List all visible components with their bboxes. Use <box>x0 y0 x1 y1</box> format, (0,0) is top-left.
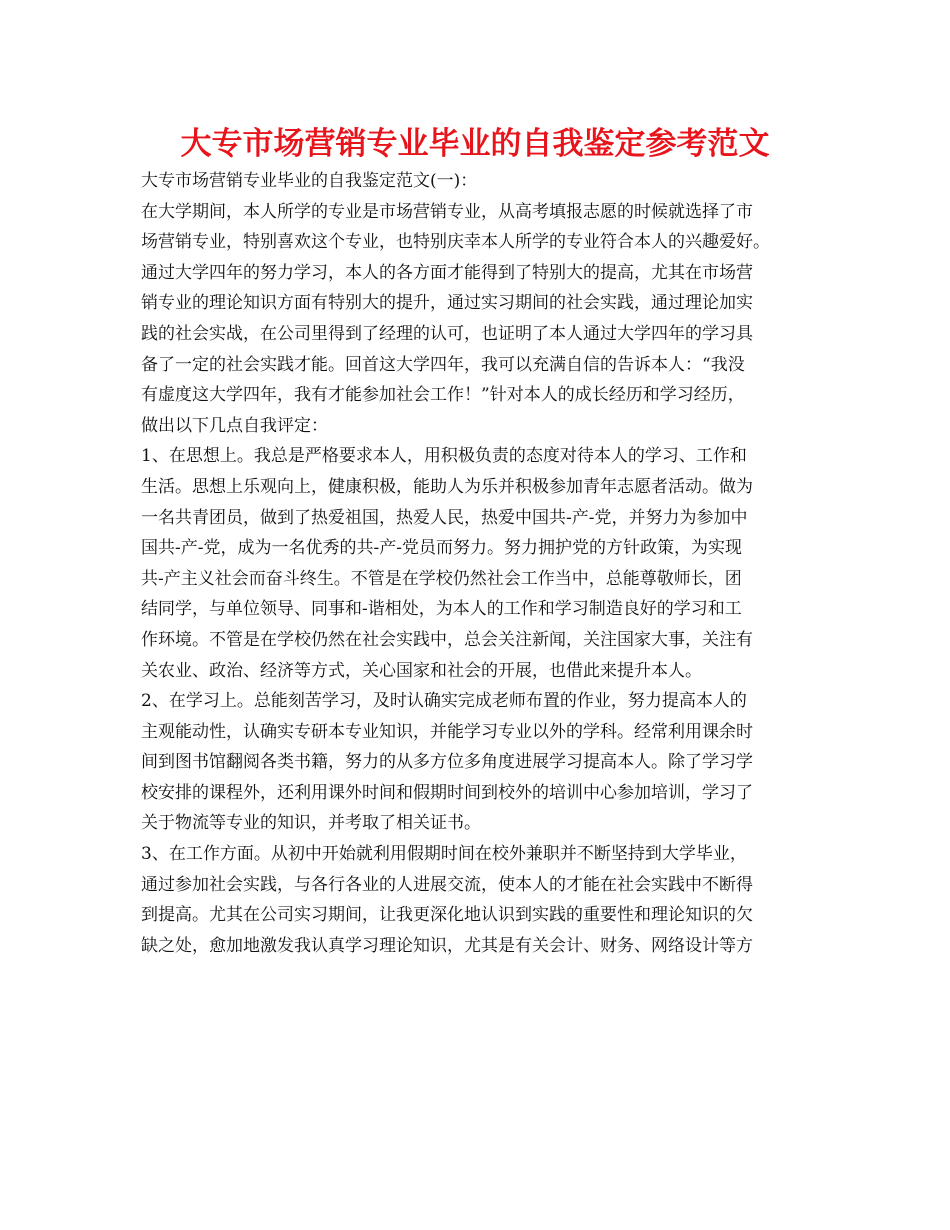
body-line: 3、在工作方面。从初中开始就利用假期时间在校外兼职并不断坚持到大学毕业， <box>141 844 747 865</box>
body-line: 结同学，与单位领导、同事和-谐相处，为本人的工作和学习制造良好的学习和工 <box>141 599 742 620</box>
body-line: 做出以下几点自我评定： <box>141 415 328 436</box>
body-line: 2、在学习上。总能刻苦学习，及时认确实完成老师布置的作业，努力提高本人的 <box>141 691 747 712</box>
body-line: 大专市场营销专业毕业的自我鉴定范文(一)： <box>141 171 478 191</box>
body-line: 校安排的课程外，还利用课外时间和假期时间到校外的培训中心参加培训，学习了 <box>141 782 753 803</box>
body-line: 通过参加社会实践，与各行各业的人进展交流，使本人的才能在社会实践中不断得 <box>141 874 753 895</box>
body-line: 一名共青团员，做到了热爱祖国，热爱人民，热爱中国共-产-党，并努力为参加中 <box>141 507 748 528</box>
body-line: 销专业的理论知识方面有特别大的提升，通过实习期间的社会实践，通过理论加实 <box>141 293 753 314</box>
body-line: 间到图书馆翻阅各类书籍，努力的从多方位多角度进展学习提高本人。除了学习学 <box>141 752 753 773</box>
body-line: 通过大学四年的努力学习，本人的各方面才能得到了特别大的提高，尤其在市场营 <box>141 262 753 283</box>
document-body <box>141 166 821 961</box>
body-line: 国共-产-党，成为一名优秀的共-产-党员而努力。努力拥护党的方针政策，为实现 <box>141 538 742 559</box>
body-line: 到提高。尤其在公司实习期间，让我更深化地认识到实践的重要性和理论知识的欠 <box>141 905 753 926</box>
body-line: 备了一定的社会实践才能。回首这大学四年，我可以充满自信的告诉本人：“我没 <box>141 354 745 375</box>
body-line: 关于物流等专业的知识，并考取了相关证书。 <box>141 813 481 834</box>
body-line: 作环境。不管是在学校仍然在社会实践中，总会关注新闻，关注国家大事，关注有 <box>141 629 753 650</box>
body-line: 关农业、政治、经济等方式，关心国家和社会的开展，也借此来提升本人。 <box>141 660 702 681</box>
body-line: 缺之处，愈加地激发我认真学习理论知识，尤其是有关会计、财务、网络设计等方 <box>141 935 753 956</box>
body-line: 践的社会实战，在公司里得到了经理的认可，也证明了本人通过大学四年的学习具 <box>141 323 753 344</box>
body-line: 在大学期间，本人所学的专业是市场营销专业，从高考填报志愿的时候就选择了市 <box>141 201 753 222</box>
body-line: 场营销专业，特别喜欢这个专业，也特别庆幸本人所学的专业符合本人的兴趣爱好。 <box>141 232 770 253</box>
body-line: 主观能动性，认确实专研本专业知识，并能学习专业以外的学科。经常利用课余时 <box>141 721 753 742</box>
document-title: 大专市场营销专业毕业的自我鉴定参考范文 <box>180 126 770 162</box>
body-line: 有虚度这大学四年，我有才能参加社会工作！”针对本人的成长经历和学习经历， <box>141 385 745 406</box>
body-line: 生活。思想上乐观向上，健康积极，能助人为乐并积极参加青年志愿者活动。做为 <box>141 476 753 497</box>
body-line: 1、在思想上。我总是严格要求本人，用积极负责的态度对待本人的学习、工作和 <box>141 446 747 467</box>
body-line: 共-产主义社会而奋斗终生。不管是在学校仍然社会工作当中，总能尊敬师长，团 <box>141 568 742 589</box>
